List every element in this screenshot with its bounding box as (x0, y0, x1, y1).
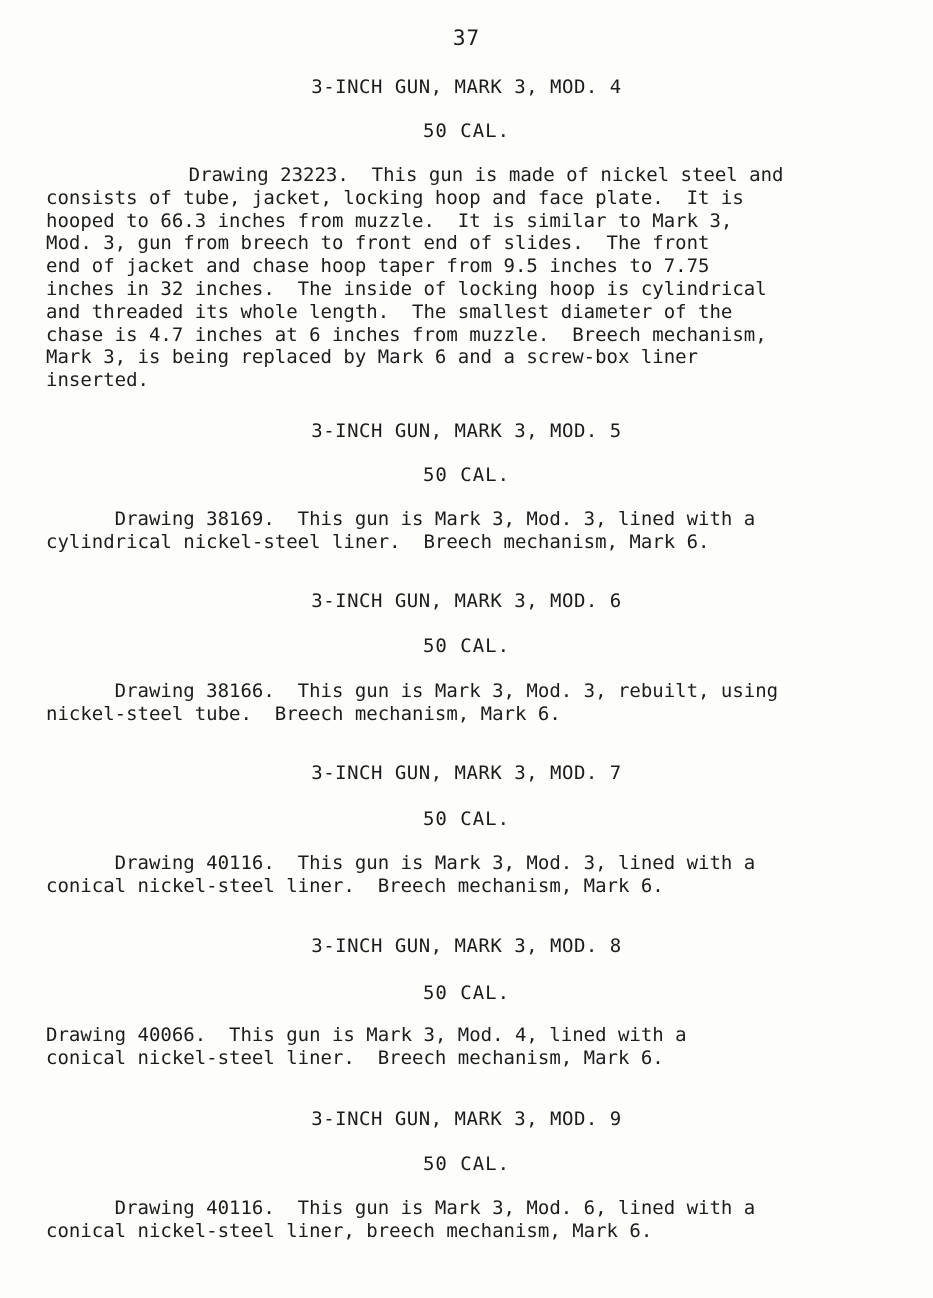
section-heading-mod-5: 3-INCH GUN, MARK 3, MOD. 5 (311, 420, 622, 442)
body-line: Drawing 40066. This gun is Mark 3, Mod. 4, lined with a (46, 1024, 687, 1046)
body-line: end of jacket and chase hoop taper from 9.5 inches to 7.75 (46, 255, 710, 278)
body-line: Drawing 40116. This gun is Mark 3, Mod. 6, lined with a (46, 1197, 756, 1219)
section-caliber-mod-5: 50 CAL. (422, 464, 511, 486)
section-heading-mod-8: 3-INCH GUN, MARK 3, MOD. 8 (311, 935, 622, 957)
section-body-mod-7 (46, 852, 892, 898)
section-heading-mod-9: 3-INCH GUN, MARK 3, MOD. 9 (311, 1108, 622, 1130)
section-caliber-mod-8: 50 CAL. (422, 982, 511, 1004)
section-caliber-mod-6: 50 CAL. (422, 635, 511, 657)
body-line: conical nickel-steel liner. Breech mechanism, Mark 6. (46, 874, 664, 897)
section-heading-mod-6: 3-INCH GUN, MARK 3, MOD. 6 (311, 590, 622, 612)
body-line: conical nickel-steel liner, breech mechanism, Mark 6. (46, 1219, 653, 1242)
section-caliber-mod-7: 50 CAL. (422, 808, 511, 830)
body-line: chase is 4.7 inches at 6 inches from muzzle. Breech mechanism, (46, 323, 767, 346)
body-line: Mod. 3, gun from breech to front end of slides. The front (46, 232, 710, 255)
body-line: Drawing 40116. This gun is Mark 3, Mod. 3, lined with a (46, 852, 756, 874)
section-body-mod-9 (46, 1197, 892, 1243)
section-body-mod-5 (46, 508, 892, 554)
section-heading-mod-4: 3-INCH GUN, MARK 3, MOD. 4 (311, 76, 622, 98)
section-body-mod-8 (46, 1024, 892, 1070)
section-body-mod-6 (46, 680, 892, 726)
section-caliber-mod-9: 50 CAL. (422, 1153, 511, 1175)
body-line: Drawing 38166. This gun is Mark 3, Mod. 3, rebuilt, using (46, 680, 779, 702)
body-line: and threaded its whole length. The smallest diameter of the (46, 300, 733, 323)
body-line: conical nickel-steel liner. Breech mechanism, Mark 6. (46, 1046, 664, 1069)
section-heading-mod-7: 3-INCH GUN, MARK 3, MOD. 7 (311, 762, 622, 784)
body-line: consists of tube, jacket, locking hoop and face plate. It is (46, 186, 744, 209)
section-caliber-mod-4: 50 CAL. (422, 120, 511, 142)
body-line: nickel-steel tube. Breech mechanism, Mark 6. (46, 702, 561, 725)
body-line: inches in 32 inches. The inside of locking hoop is cylindrical (46, 277, 767, 300)
body-line: Mark 3, is being replaced by Mark 6 and a screw-box liner (46, 346, 699, 369)
body-line: hooped to 66.3 inches from muzzle. It is similar to Mark 3, (46, 209, 733, 232)
body-line: Drawing 23223. This gun is made of nickel steel and (120, 164, 784, 186)
body-line: cylindrical nickel-steel liner. Breech mechanism, Mark 6. (46, 530, 710, 553)
body-line: Drawing 38169. This gun is Mark 3, Mod. 3, lined with a (46, 508, 756, 530)
body-line: inserted. (46, 369, 149, 392)
page-number: 37 (452, 26, 481, 50)
section-body-mod-4 (46, 164, 892, 392)
